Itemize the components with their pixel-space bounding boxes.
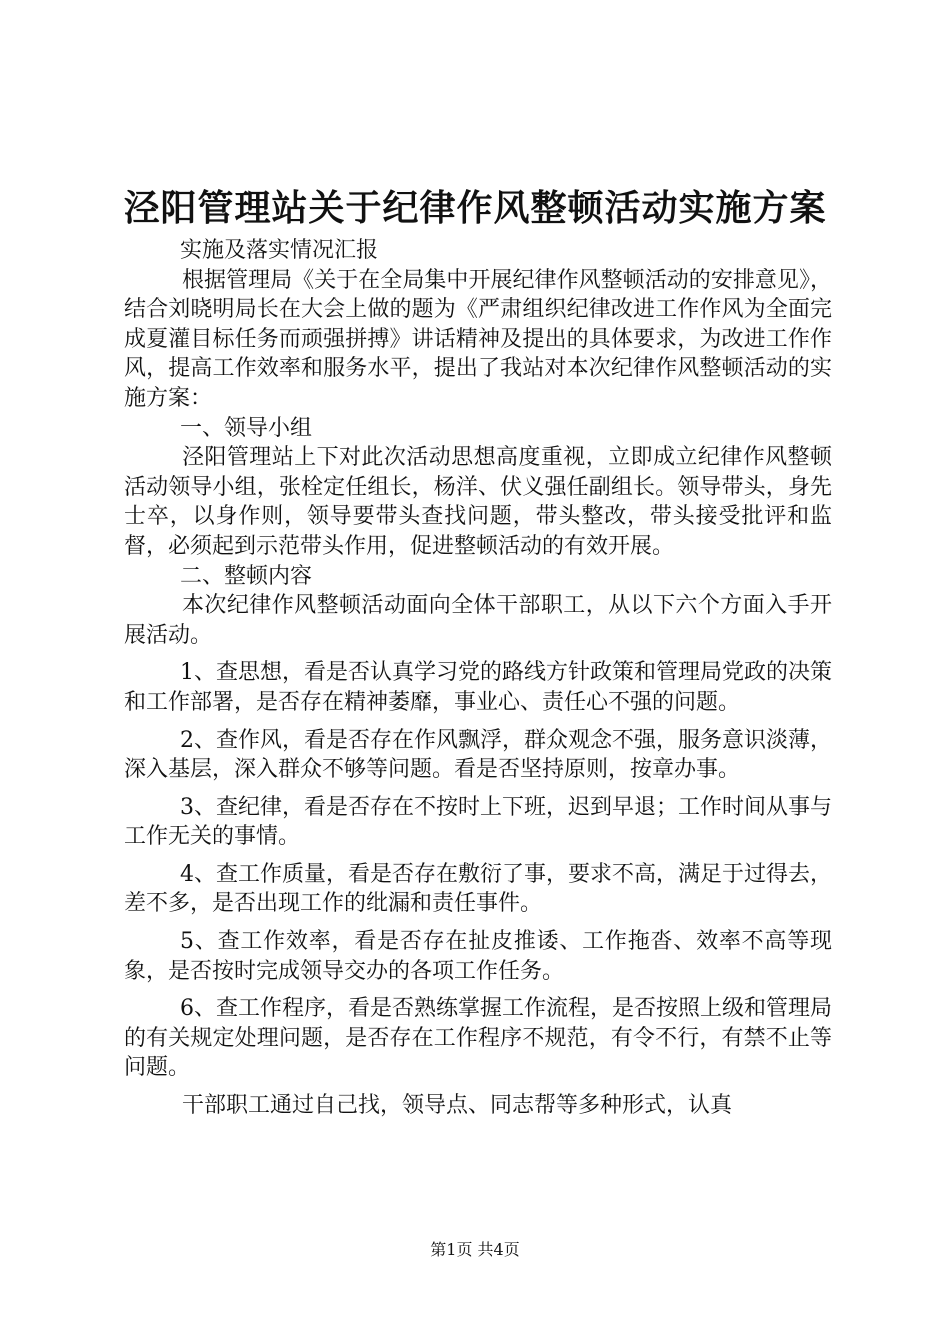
document-title: 泾阳管理站关于纪律作风整顿活动实施方案 <box>123 187 827 229</box>
list-item-6: 6、查工作程序，看是否熟练掌握工作流程，是否按照上级和管理局的有关规定处理问题，是否存在工作程序不规范，有令不行，有禁不止等问题。 <box>124 996 832 1081</box>
section-heading-content: 二、整顿内容 <box>180 563 313 589</box>
content-intro-paragraph: 本次纪律作风整顿活动面向全体干部职工，从以下六个方面入手开展活动。 <box>124 593 832 648</box>
closing-paragraph: 干部职工通过自己找，领导点、同志帮等多种形式，认真 <box>182 1093 733 1119</box>
subtitle-paragraph: 实施及落实情况汇报 <box>180 238 379 263</box>
list-item-5: 5、查工作效率，看是否存在扯皮推诿、工作拖沓、效率不高等现象，是否按时完成领导交办的各项工作任务。 <box>124 929 832 984</box>
section-heading-leadership: 一、领导小组 <box>180 415 313 441</box>
leadership-paragraph: 泾阳管理站上下对此次活动思想高度重视，立即成立纪律作风整顿活动领导小组，张栓定任组长，杨洋、伏义强任副组长。领导带头，身先士卒，以身作则，领导要带头查找问题，带头整改，带头接受批评和监督，必须起到示范带头作用，促进整顿活动的有效开展。 <box>124 445 832 559</box>
intro-paragraph: 根据管理局《关于在全局集中开展纪律作风整顿活动的安排意见》，结合刘晓明局长在大会上做的题为《严肃组织纪律改进工作作风为全面完成夏灌目标任务而顽强拼搏》讲话精神及提出的具体要求，为改进工作作风，提高工作效率和服务水平，提出了我站对本次纪律作风整顿活动的实施方案： <box>124 267 832 411</box>
list-item-1: 1、查思想，看是否认真学习党的路线方针政策和管理局党政的决策和工作部署，是否存在精神萎靡，事业心、责任心不强的问题。 <box>124 660 832 715</box>
page-number-footer: 第1页 共4页 <box>430 1240 520 1259</box>
document-body <box>124 236 832 1121</box>
list-item-2: 2、查作风，看是否存在作风飘浮，群众观念不强，服务意识淡薄，深入基层，深入群众不够等问题。看是否坚持原则，按章办事。 <box>124 727 832 783</box>
list-item-3: 3、查纪律，看是否存在不按时上下班，迟到早退；工作时间从事与工作无关的事情。 <box>124 794 832 850</box>
list-item-4: 4、查工作质量，看是否存在敷衍了事，要求不高，满足于过得去，差不多，是否出现工作的纰漏和责任事件。 <box>124 861 832 917</box>
